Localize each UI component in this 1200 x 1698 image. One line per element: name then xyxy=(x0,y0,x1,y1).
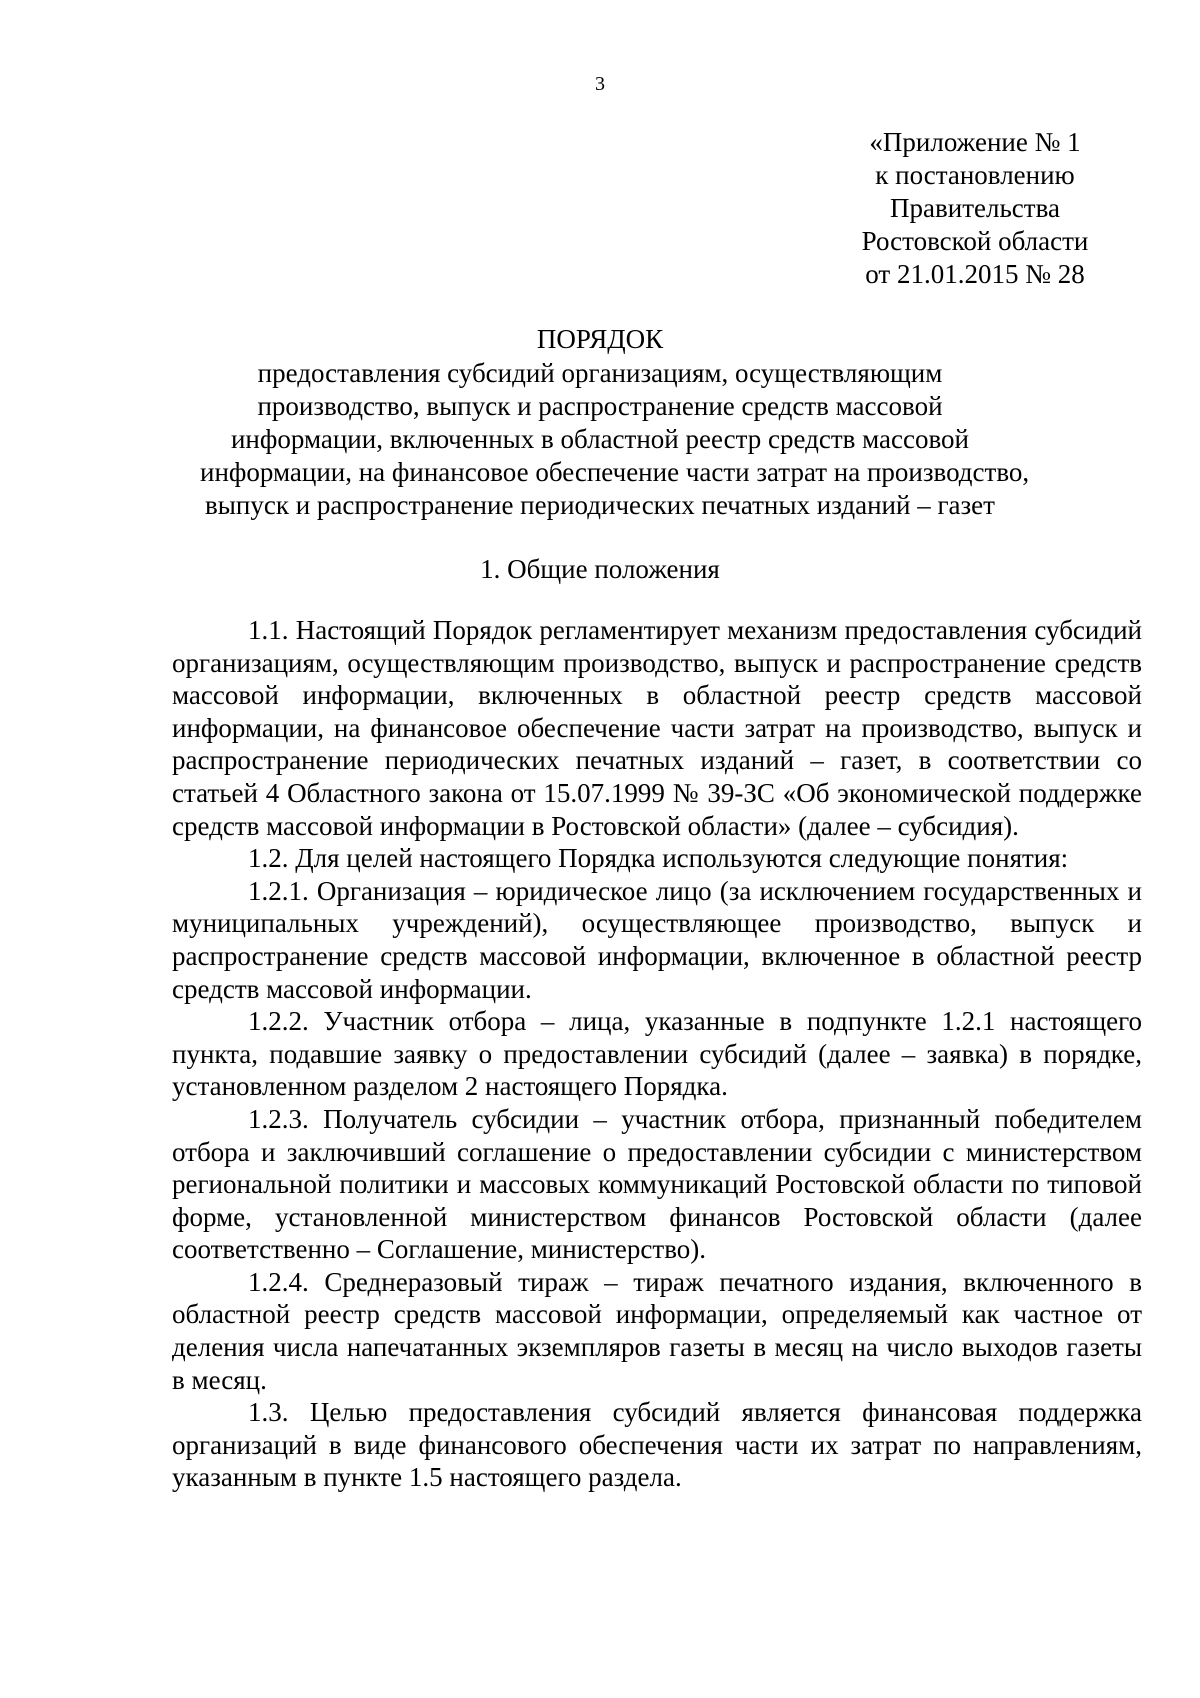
body-text xyxy=(172,614,1142,1494)
paragraph-1-2: 1.2. Для целей настоящего Порядка используются следующие понятия: xyxy=(248,843,1069,874)
appendix-line: Ростовской области xyxy=(861,226,1089,256)
section-heading: 1. Общие положения xyxy=(480,554,720,584)
appendix-line: Правительства xyxy=(890,193,1060,223)
paragraph-1-2-4: 1.2.4. Среднеразовый тираж – тираж печатного издания, включенного в областной реестр средств массовой информации, определяемый как частное от деления числа напечатанных экземпляров газеты в месяц на число выходов газеты в месяц. xyxy=(172,1266,1142,1395)
document-subtitle xyxy=(200,357,1030,522)
paragraph-1-1: 1.1. Настоящий Порядок регламентирует механизм предоставления субсидий организациям, осуществляющим производство, выпуск и распространение средств массовой информации, включенных в областной реестр средств массовой информации, на финансовое обеспечение части затрат на производство, выпуск и распространение периодических печатных изданий – газет, в соответствии со статьей 4 Областного закона от 15.07.1999 № 39-ЗС «Об экономической поддержке средств массовой информации в Ростовской области» (далее – субсидия). xyxy=(172,615,1142,841)
subtitle-line: производство, выпуск и распространение средств массовой xyxy=(257,391,943,421)
subtitle-line: выпуск и распространение периодических печатных изданий – газет xyxy=(205,490,995,520)
paragraph-1-2-2: 1.2.2. Участник отбора – лица, указанные в подпункте 1.2.1 настоящего пункта, подавшие заявку о предоставлении субсидий (далее – заявка) в порядке, установленном разделом 2 настоящего Порядка. xyxy=(172,1006,1142,1102)
paragraph-1-3: 1.3. Целью предоставления субсидий является финансовая поддержка организаций в виде финансового обеспечения части их затрат по направлениям, указанным в пункте 1.5 настоящего раздела. xyxy=(172,1397,1142,1493)
appendix-line: «Приложение № 1 xyxy=(869,127,1081,157)
appendix-block xyxy=(820,126,1130,291)
page-number: 3 xyxy=(595,73,605,95)
subtitle-line: предоставления субсидий организациям, осуществляющим xyxy=(257,358,943,388)
paragraph-1-2-1: 1.2.1. Организация – юридическое лицо (за исключением государственных и муниципальных учреждений), осуществляющее производство, выпуск и распространение средств массовой информации, включенное в областной реестр средств массовой информации. xyxy=(172,875,1142,1004)
appendix-line: к постановлению xyxy=(875,160,1075,190)
document-title: ПОРЯДОК xyxy=(536,324,664,354)
paragraph-1-2-3: 1.2.3. Получатель субсидии – участник отбора, признанный победителем отбора и заключивший соглашение о предоставлении субсидии с министерством региональной политики и массовых коммуникаций Ростовской области по типовой форме, установленной министерством финансов Ростовской области (далее соответственно – Соглашение, министерство). xyxy=(172,1103,1142,1265)
subtitle-line: информации, на финансовое обеспечение части затрат на производство, xyxy=(200,457,1030,487)
subtitle-line: информации, включенных в областной реестр средств массовой xyxy=(230,424,969,454)
appendix-line: от 21.01.2015 № 28 xyxy=(865,259,1085,289)
